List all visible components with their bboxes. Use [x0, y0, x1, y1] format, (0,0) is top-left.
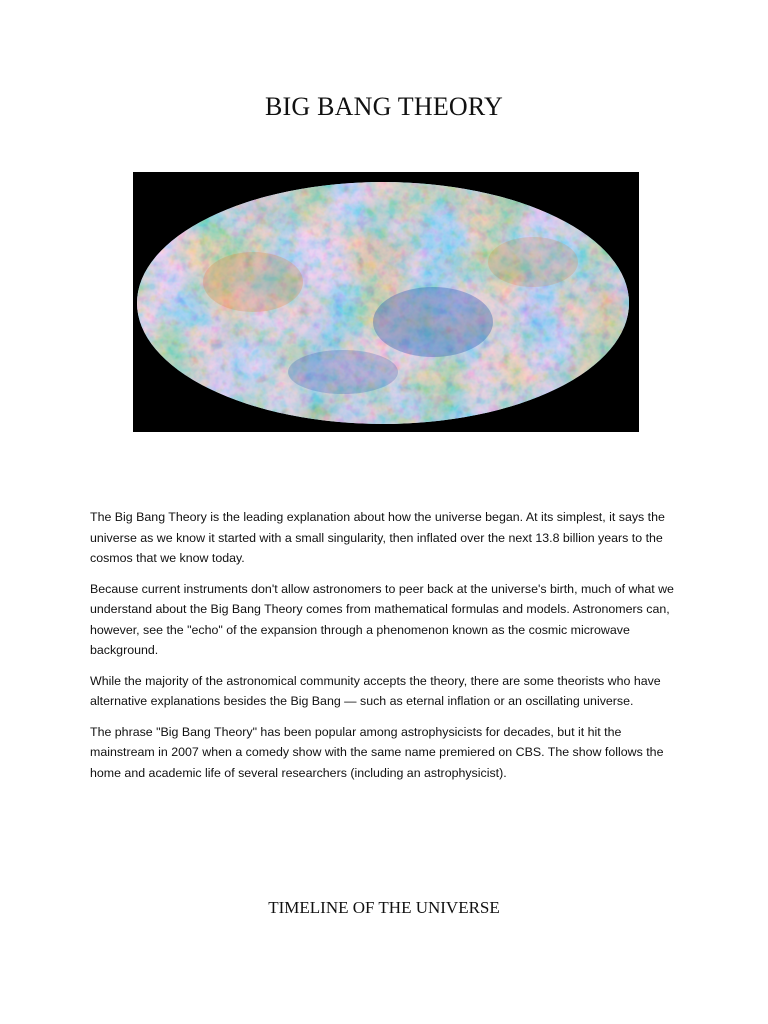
body-text — [90, 507, 685, 793]
page-title: BIG BANG THEORY — [265, 92, 503, 121]
cmb-map-image — [133, 172, 639, 432]
paragraph-3: While the majority of the astronomical community accepts the theory, there are some theorists who have alternative explanations besides the Big Bang — such as eternal inflation or an oscillating universe. — [90, 673, 661, 708]
section-heading: TIMELINE OF THE UNIVERSE — [268, 898, 500, 917]
paragraph-1: The Big Bang Theory is the leading explanation about how the universe began. At its simplest, it says the universe as we know it started with a small singularity, then inflated over the next 13.8 billion years to the cosmos that we know today. — [90, 510, 665, 565]
paragraph-2: Because current instruments don't allow astronomers to peer back at the universe's birth, much of what we understand about the Big Bang Theory comes from mathematical formulas and models. Astronomers can, however, see the "echo" of the expansion through a phenomenon known as the cosmic microwave background. — [90, 581, 674, 657]
paragraph-4: The phrase "Big Bang Theory" has been popular among astrophysicists for decades, but it hit the mainstream in 2007 when a comedy show with the same name premiered on CBS. The show follows the home and academic life of several researchers (including an astrophysicist). — [90, 724, 664, 780]
